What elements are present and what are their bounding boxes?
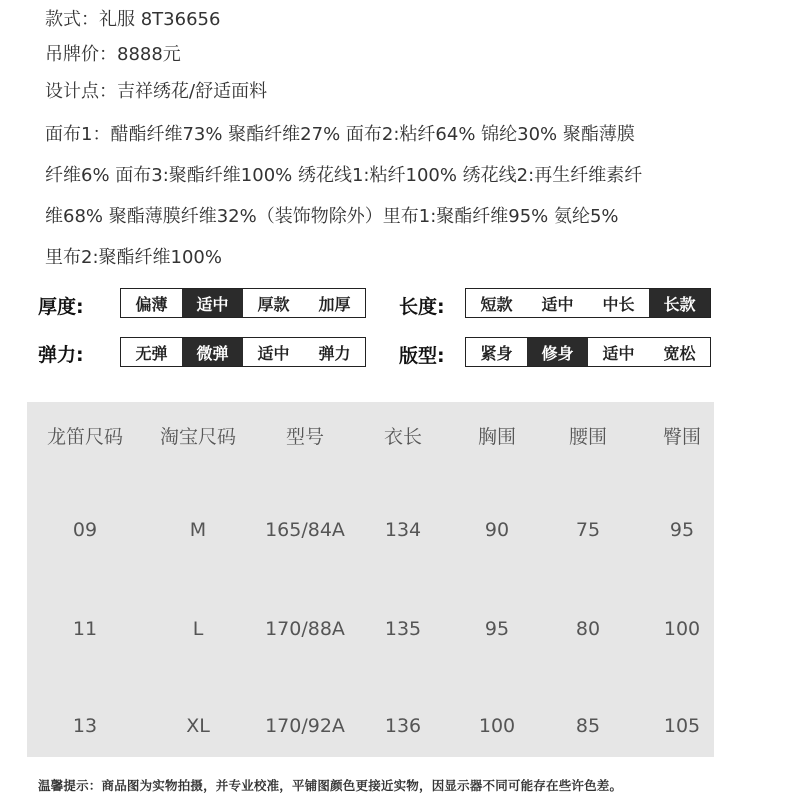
size-header-cell: 腰围 <box>568 426 608 448</box>
fit-option: 适中 <box>602 343 635 363</box>
length-option: 短款 <box>480 294 513 314</box>
fit-option: 修身 <box>527 338 588 366</box>
elasticity-option: 无弹 <box>135 343 168 363</box>
fabric-line: 维68% 聚酯薄膜纤维32%（装饰物除外）里布1:聚酯纤维95% 氨纶5% <box>45 206 619 227</box>
size-header-cell: 型号 <box>285 426 325 448</box>
thickness-selector <box>120 288 366 318</box>
size-header-cell: 胸围 <box>477 426 517 448</box>
elasticity-label: 弹力: <box>38 344 84 366</box>
size-cell: 100 <box>663 618 701 640</box>
fabric-line: 里布2:聚酯纤维100% <box>45 247 222 268</box>
fit-label: 版型: <box>399 345 445 367</box>
length-selector <box>465 288 711 318</box>
size-cell: 170/92A <box>265 715 345 737</box>
style-line: 款式：礼服 8T36656 <box>45 9 221 30</box>
length-label: 长度: <box>399 296 445 318</box>
size-cell: 11 <box>72 618 98 640</box>
fabric-line: 纤维6% 面布3:聚酯纤维100% 绣花线1:粘纤100% 绣花线2:再生纤维素纤 <box>45 165 643 186</box>
size-table-row <box>27 519 714 549</box>
size-cell: 80 <box>575 618 601 640</box>
size-cell: 95 <box>484 618 510 640</box>
size-cell: 135 <box>384 618 422 640</box>
size-cell: M <box>189 519 207 541</box>
price-line: 吊牌价：8888元 <box>45 44 181 65</box>
fit-option: 宽松 <box>663 343 696 363</box>
elasticity-option: 微弹 <box>182 338 243 366</box>
fabric-composition <box>45 114 745 278</box>
elasticity-option: 弹力 <box>318 343 351 363</box>
thickness-option: 厚款 <box>257 294 290 314</box>
fit-selector <box>465 337 711 367</box>
size-table <box>27 402 714 757</box>
size-header-cell: 龙笛尺码 <box>46 426 124 448</box>
size-cell: 105 <box>663 715 701 737</box>
size-cell: 100 <box>478 715 516 737</box>
length-option: 适中 <box>541 294 574 314</box>
length-option: 长款 <box>649 289 710 317</box>
size-cell: 95 <box>669 519 695 541</box>
elasticity-selector <box>120 337 366 367</box>
size-cell: 13 <box>72 715 98 737</box>
elasticity-option: 适中 <box>257 343 290 363</box>
fit-option: 紧身 <box>480 343 513 363</box>
size-table-header <box>27 422 714 452</box>
design-line: 设计点：吉祥绣花/舒适面料 <box>45 81 268 102</box>
fabric-line: 面布1：醋酯纤维73% 聚酯纤维27% 面布2:粘纤64% 锦纶30% 聚酯薄膜 <box>45 124 635 145</box>
size-header-cell: 臀围 <box>662 426 702 448</box>
thickness-option: 适中 <box>182 289 243 317</box>
size-cell: 134 <box>384 519 422 541</box>
size-table-row <box>27 618 714 648</box>
size-cell: 90 <box>484 519 510 541</box>
size-cell: XL <box>186 715 210 737</box>
thickness-label: 厚度: <box>38 296 84 318</box>
size-table-row <box>27 715 714 745</box>
size-cell: 09 <box>72 519 98 541</box>
size-cell: 136 <box>384 715 422 737</box>
length-option: 中长 <box>602 294 635 314</box>
thickness-option: 加厚 <box>318 294 351 314</box>
size-header-cell: 衣长 <box>383 426 423 448</box>
size-cell: 165/84A <box>265 519 345 541</box>
size-cell: 170/88A <box>265 618 345 640</box>
size-cell: L <box>192 618 204 640</box>
thickness-option: 偏薄 <box>135 294 168 314</box>
size-header-cell: 淘宝尺码 <box>159 426 237 448</box>
size-cell: 85 <box>575 715 601 737</box>
size-cell: 75 <box>575 519 601 541</box>
notice-text: 温馨提示：商品图为实物拍摄，并专业校准，平铺图颜色更接近实物，因显示器不同可能存在些许色差。 <box>38 778 623 793</box>
